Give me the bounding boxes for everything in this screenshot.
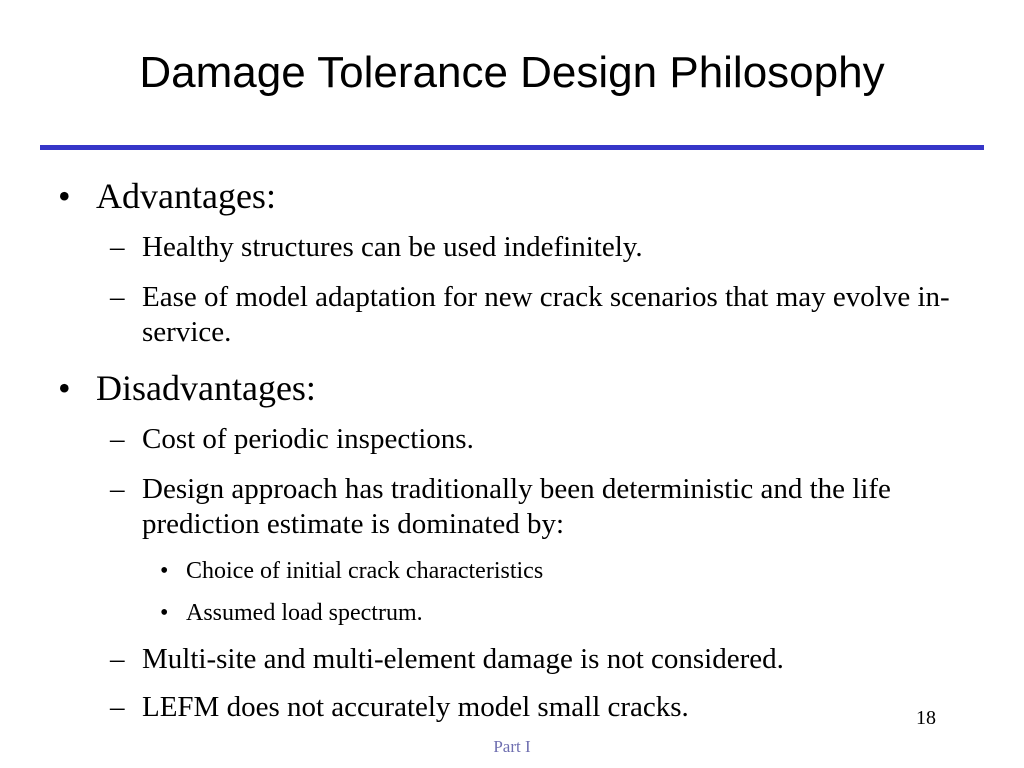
bullet-icon: • <box>58 368 71 408</box>
advantages-heading: Advantages: <box>96 176 276 216</box>
advantage-item <box>110 280 970 350</box>
disadvantage-item <box>110 690 830 725</box>
dash-icon: – <box>110 231 125 263</box>
dash-icon: – <box>110 643 125 675</box>
advantage-text: Ease of model adaptation for new crack scenarios that may evolve in-service. <box>142 281 950 348</box>
bullet-icon: • <box>160 558 169 584</box>
dash-icon: – <box>110 423 125 455</box>
dash-icon: – <box>110 281 125 313</box>
sub-bullet-text: Assumed load spectrum. <box>186 600 423 626</box>
disadvantage-item <box>110 642 970 677</box>
disadvantage-item <box>110 472 970 542</box>
disadvantage-text: Design approach has traditionally been deterministic and the life prediction estimate is dominated by: <box>142 473 891 540</box>
disadvantage-text: Multi-site and multi-element damage is not considered. <box>142 643 784 675</box>
bullet-icon: • <box>58 176 71 216</box>
slide-number: 18 <box>916 707 936 729</box>
advantage-text: Healthy structures can be used indefinitely. <box>142 231 643 263</box>
disadvantage-item <box>110 422 970 457</box>
footer-text: Part I <box>493 737 531 756</box>
dash-icon: – <box>110 473 125 505</box>
title-divider <box>40 145 984 150</box>
advantage-item <box>110 230 970 265</box>
bullet-icon: • <box>160 600 169 626</box>
sub-bullet-text: Choice of initial crack characteristics <box>186 558 544 584</box>
slide-title: Damage Tolerance Design Philosophy <box>139 48 885 97</box>
disadvantages-heading: Disadvantages: <box>96 368 316 408</box>
disadvantage-text: Cost of periodic inspections. <box>142 423 474 455</box>
dash-icon: – <box>110 691 125 723</box>
disadvantage-text: LEFM does not accurately model small cracks. <box>142 691 689 723</box>
